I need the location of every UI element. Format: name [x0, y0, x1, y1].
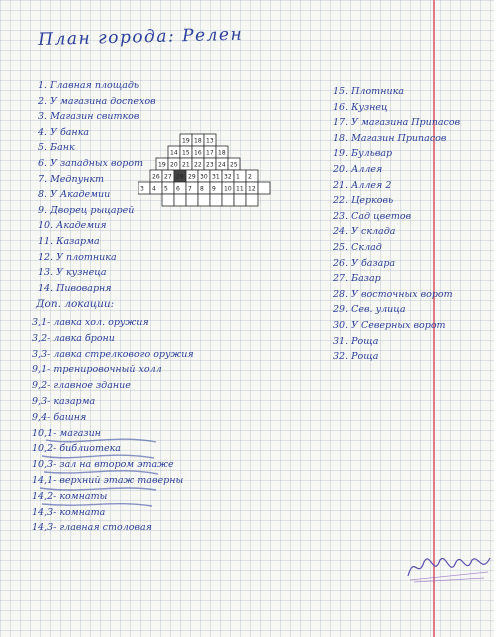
extra-location-item: 14,3- комната — [32, 506, 106, 518]
location-item: 3. Магазин свитков — [38, 111, 140, 123]
location-item: 4. У банка — [38, 126, 90, 138]
grid-cell-label: 31 — [212, 173, 220, 181]
grid-cell — [210, 194, 222, 206]
page-title: План города: Релен — [38, 24, 244, 50]
grid-cell — [162, 194, 174, 206]
grid-cell-label: 25 — [230, 161, 238, 169]
location-item: 22. Церковь — [333, 195, 394, 207]
grid-cell-label: 2 — [248, 173, 252, 181]
grid-cell-label: 24 — [218, 161, 226, 169]
page-edge — [494, 0, 499, 637]
grid-cell — [258, 182, 270, 194]
extra-location-item: 9,2- главное здание — [32, 380, 131, 392]
grid-cell-label: 22 — [194, 161, 202, 169]
location-item: 6. У западных ворот — [38, 157, 144, 169]
grid-cell-label: 4 — [152, 185, 156, 193]
location-item: 7. Медпункт — [38, 173, 105, 185]
grid-cell-label: 26 — [152, 173, 160, 181]
grid-cell-label: 16 — [194, 149, 202, 157]
grid-cell-label: 20 — [170, 161, 178, 169]
grid-cell-label: 9 — [212, 185, 216, 193]
grid-cell-label: 18 — [194, 137, 202, 145]
extra-location-item: 9,3- казарма — [32, 395, 96, 407]
grid-cell-label: 27 — [164, 173, 172, 181]
extra-location-item: 9,1- тренировочный холл — [32, 364, 162, 376]
grid-cell — [222, 194, 234, 206]
location-item: 28. У восточных ворот — [333, 288, 453, 300]
grid-cell-label: 8 — [200, 185, 204, 193]
location-item: 19. Бульвар — [333, 148, 393, 160]
location-item: 17. У магазина Припасов — [333, 117, 461, 129]
extra-location-item: 10,2- библиотека — [32, 443, 121, 455]
locations-list-right — [333, 84, 463, 365]
location-item: 20. Аллея — [333, 163, 383, 175]
grid-cell-label: 19 — [158, 161, 166, 169]
extra-locations-title: Доп. локации: — [36, 298, 115, 310]
location-item: 27. Базар — [333, 273, 381, 285]
location-item: 14. Пивоварня — [38, 282, 112, 294]
grid-cell-label: 32 — [224, 173, 232, 181]
location-item: 12. У плотника — [38, 251, 117, 263]
location-item: 24. У склада — [333, 226, 396, 238]
grid-cell-label: 12 — [248, 185, 256, 193]
grid-cell-label: 19 — [182, 137, 190, 145]
location-item: 2. У магазина доспехов — [38, 95, 156, 107]
grid-cell-label: 3 — [140, 185, 144, 193]
grid-cell-label: 14 — [170, 149, 178, 157]
city-grid-diagram — [138, 128, 288, 228]
location-item: 1. Главная площадь — [38, 80, 140, 91]
location-item: 10. Академия — [38, 220, 107, 232]
grid-cell-label: 28 — [176, 173, 184, 181]
extra-location-item: 3,1- лавка хол. оружия — [32, 317, 149, 328]
extra-location-item: 14,1- верхний этаж таверны — [32, 474, 184, 486]
grid-cell-label: 15 — [182, 149, 190, 157]
grid-cell-label: 7 — [188, 185, 192, 193]
grid-cell — [174, 194, 186, 206]
grid-cell-label: 21 — [182, 161, 190, 169]
location-item: 9. Дворец рыцарей — [38, 204, 135, 216]
grid-cell-label: 13 — [206, 137, 214, 145]
grid-cell-label: 11 — [236, 185, 244, 193]
location-item: 8. У Академии — [38, 189, 111, 201]
location-item: 25. Склад — [333, 241, 382, 253]
extra-location-item: 14,3- главная столовая — [32, 522, 152, 534]
location-item: 18. Магазин Припасов — [333, 132, 447, 144]
extra-location-item: 3,2- лавка брони — [32, 332, 115, 344]
location-item: 30. У Северных ворот — [333, 319, 446, 331]
crossed-out-scribble — [36, 436, 166, 520]
grid-cell — [198, 194, 210, 206]
grid-cell-label: 29 — [188, 173, 196, 181]
grid-cell — [186, 194, 198, 206]
grid-cell-label: 10 — [224, 185, 232, 193]
location-item: 31. Роща — [333, 335, 379, 347]
grid-cell-label: 30 — [200, 173, 208, 181]
grid-cell-label: 5 — [164, 185, 168, 193]
location-item: 32. Роща — [333, 351, 379, 363]
extra-location-item: 3,3- лавка стрелкового оружия — [32, 348, 194, 360]
grid-cell-label: 17 — [206, 149, 214, 157]
extra-location-item: 10,1- магазин — [32, 427, 101, 439]
location-item: 16. Кузнец — [333, 101, 388, 113]
grid-cell-label: 23 — [206, 161, 214, 169]
signature-scribble — [404, 548, 494, 586]
location-item: 11. Казарма — [38, 235, 100, 247]
grid-cell-label: 1 — [236, 173, 240, 181]
grid-cell-label: 6 — [176, 185, 180, 193]
extra-location-item: 14,2- комнаты — [32, 490, 108, 502]
grid-cell-label: 18 — [218, 149, 226, 157]
location-item: 26. У базара — [333, 257, 396, 269]
location-item: 29. Сев. улица — [333, 304, 406, 316]
grid-cell — [246, 194, 258, 206]
location-item: 15. Плотника — [333, 86, 404, 97]
extra-location-item: 9,4- башня — [32, 411, 87, 423]
grid-cell — [234, 194, 246, 206]
location-item: 23. Сад цветов — [333, 210, 412, 222]
location-item: 21. Аллея 2 — [333, 179, 392, 191]
extra-location-item: 10,3- зал на втором этаже — [32, 459, 174, 471]
location-item: 13. У кузнеца — [38, 267, 107, 279]
location-item: 5. Банк — [38, 142, 75, 154]
